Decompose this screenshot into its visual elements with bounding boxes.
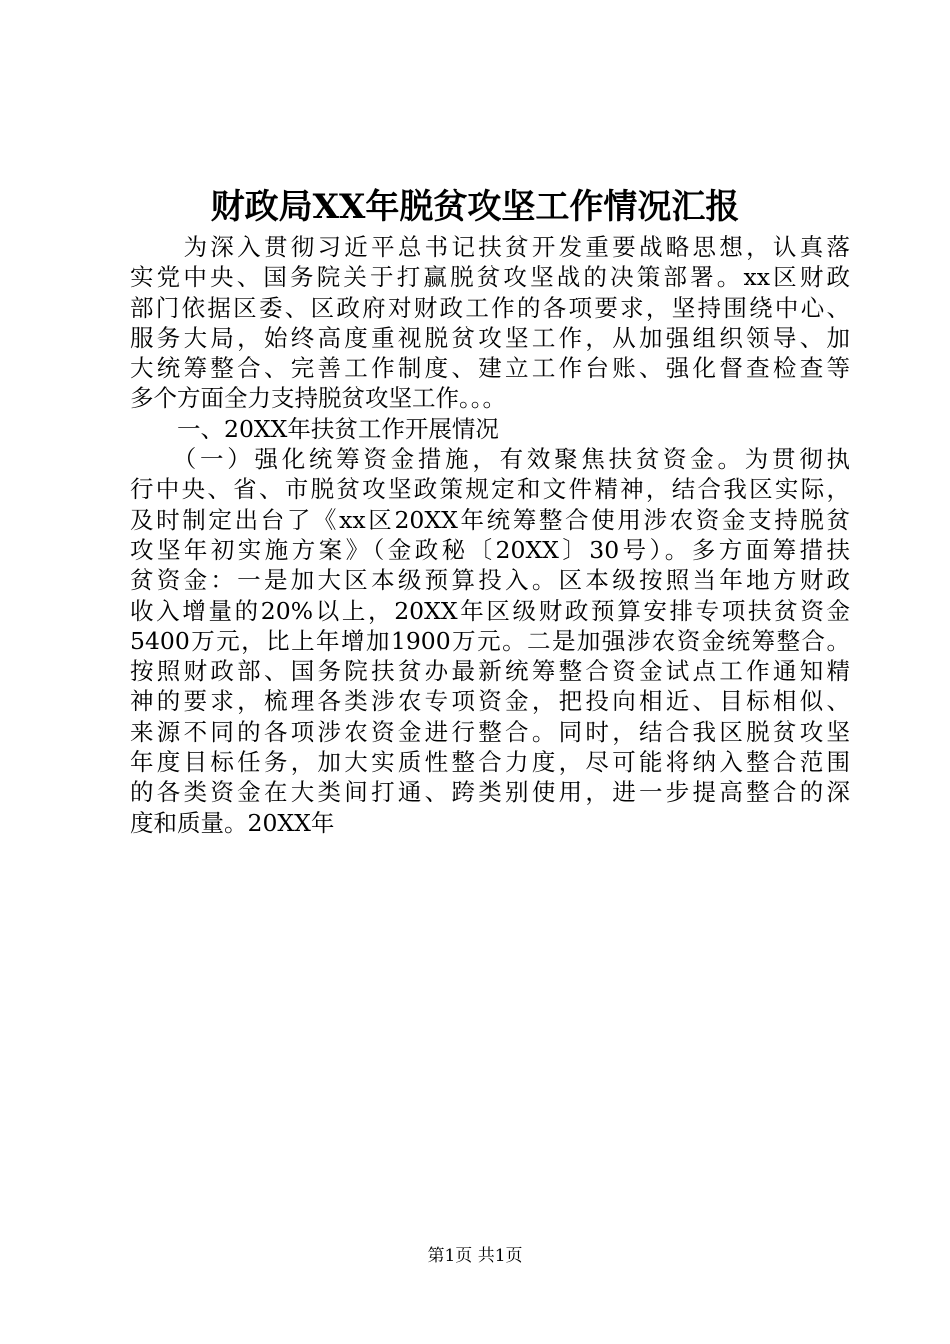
body-line: 度和质量。20XX年 bbox=[130, 808, 335, 837]
body-line: 为深入贯彻习近平总书记扶贫开发重要战略思想，认真落 bbox=[130, 233, 850, 261]
section-heading: 一、20XX年扶贫工作开展情况 bbox=[130, 414, 499, 443]
body-line: 的各类资金在大类间打通、跨类别使用，进一步提高整合的深 bbox=[130, 778, 850, 807]
body-line: 收入增量的20%以上，20XX年区级财政预算安排专项扶贫资金 bbox=[130, 596, 850, 625]
body-line: 5400万元，比上年增加1900万元。二是加强涉农资金统筹整合。 bbox=[130, 626, 850, 655]
body-line: （一）强化统筹资金措施，有效聚焦扶贫资金。为贯彻执 bbox=[130, 445, 850, 474]
body-line: 按照财政部、国务院扶贫办最新统筹整合资金试点工作通知精 bbox=[130, 657, 850, 686]
body-line: 多个方面全力支持脱贫攻坚工作。。。 bbox=[130, 384, 506, 413]
body-line: 贫资金：一是加大区本级预算投入。区本级按照当年地方财政 bbox=[130, 566, 850, 595]
body-line: 年度目标任务，加大实质性整合力度，尽可能将纳入整合范围 bbox=[130, 748, 850, 777]
body-line: 神的要求，梳理各类涉农专项资金，把投向相近、目标相似、 bbox=[130, 687, 850, 716]
body-line: 服务大局，始终高度重视脱贫攻坚工作，从加强组织领导、加 bbox=[130, 323, 850, 352]
document-title: 财政局XX年脱贫攻坚工作情况汇报 bbox=[210, 187, 740, 227]
page-footer: 第1页 共1页 bbox=[427, 1246, 523, 1266]
document-body bbox=[130, 232, 850, 838]
body-line: 部门依据区委、区政府对财政工作的各项要求，坚持围绕中心、 bbox=[130, 293, 850, 322]
body-line: 大统筹整合、完善工作制度、建立工作台账、强化督查检查等 bbox=[130, 354, 850, 383]
body-line: 行中央、省、市脱贫攻坚政策规定和文件精神，结合我区实际， bbox=[130, 475, 850, 504]
body-line: 攻坚年初实施方案》（金政秘〔20XX〕30号）。多方面筹措扶 bbox=[130, 535, 850, 564]
body-line: 来源不同的各项涉农资金进行整合。同时，结合我区脱贫攻坚 bbox=[130, 717, 850, 746]
body-line: 实党中央、国务院关于打赢脱贫攻坚战的决策部署。xx区财政 bbox=[130, 263, 850, 292]
body-line: 及时制定出台了《xx区20XX年统筹整合使用涉农资金支持脱贫 bbox=[130, 505, 850, 534]
